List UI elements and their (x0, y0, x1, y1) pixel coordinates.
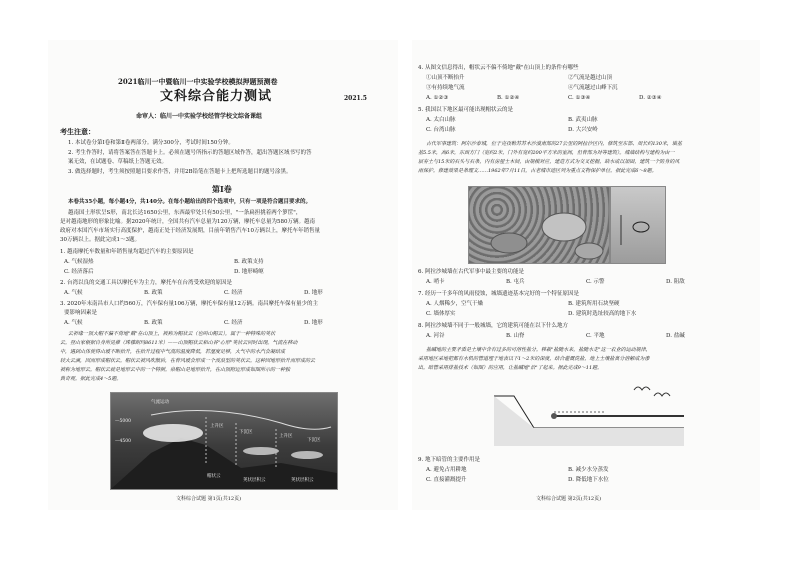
passage-line: 较大云滴，因而形成帽状云。帽状云被风吹散后，在背风坡会形成一个波浪型的荚状云。这种因地形抬升而形成的云 (60, 358, 316, 364)
page-title: 文科综合能力测试 (160, 89, 273, 104)
page-footer: 文科综合试题 第1页(共12页) (176, 496, 242, 502)
stone-texture (469, 187, 609, 263)
figure-zone-label: 下沉区 (307, 438, 321, 443)
passage-line: 基5.5米，高6米，东西方门（宽约2米，门外有宽约200平方米的室间，但背部为对等建筑）。城墙结构与建构为由一 (418, 150, 675, 156)
option: A. 气候 (64, 320, 83, 326)
option: A. 哨卡 (426, 279, 445, 285)
option: D. 建筑时选址较高的地下水 (568, 311, 637, 317)
note-line: 1. 本试卷分第Ⅰ卷和第Ⅱ卷两部分。满分300分，考试时间150分钟。 (68, 140, 234, 146)
drainage-pipe-diagram (494, 376, 684, 448)
note-line: 2. 考生作答时，请将答案答在答题卡上。必须在题号所指示的答题区域作答，超出答题区域书写的答 (68, 150, 312, 156)
option: B. 屯兵 (506, 279, 525, 285)
passage-line: 中，遇到山体使得山坡不断抬升，在抬升过程中气流的温度降低，若湿度足够，大气中的水汽会凝结成 (60, 349, 286, 355)
option: C. 台湾山脉 (426, 127, 456, 133)
option: D. 地形 (304, 320, 323, 326)
option: A. ①②③ (426, 95, 449, 101)
option: C. 示警 (586, 279, 605, 285)
passage-line: 云祈缘一顶大帽不偏不倚地"戴"在山顶上，被称为帽状云（也叫山帽云），属于一种特殊的荚状 (68, 331, 276, 337)
option: B. 减少水分蒸发 (568, 467, 609, 473)
figure-zone-label: 下沉区 (239, 430, 253, 435)
option: B. 政策 (144, 290, 163, 296)
option: C. 直接灌溉提升 (426, 477, 467, 483)
question-stem-cont: 要影响因素是 (64, 310, 98, 316)
right-page (412, 40, 760, 510)
q4-item: ④气流越过山峰下沉 (568, 85, 618, 91)
figure-axis-label: —4500 (115, 439, 131, 444)
question-stem: 4. 从图文信息得出，帽状云不偏不倚地"戴"在山顶上的条件有哪些 (418, 65, 579, 71)
option: B. 政策 (144, 320, 163, 326)
passage-line: 30万辆以上。据此完成1～3题。 (60, 237, 140, 243)
option: B. ①②④ (497, 95, 520, 101)
question-stem: 6. 阿拉沙城墙在古代军事中最主要的功能是 (418, 269, 524, 275)
option: D. 盐碱 (666, 333, 685, 339)
question-stem: 2. 台湾以良的交通工具以摩托车为主力，摩托车在台湾受欢迎的原因是 (60, 280, 232, 286)
option: B. 建筑所用石块坚硬 (568, 301, 620, 307)
passage-line: 被称为地形云。帽状云就是地形云中的一个特例。泉帽山是地形抬升，在山顶附近形成如图所示的一种独 (60, 367, 291, 373)
figure-axis-label: —5000 (115, 419, 131, 424)
passage-line: 是对越南地形的形象比喻。据2020年统计，全国共有汽车总量为120万辆，摩托车总量为580万辆。越南 (60, 219, 315, 225)
passage-line: 采用地区采地把都有水机的管道埋于地表以下1～2米的深度，结合灌溉洗盐，地上土壤盐离分溶解成为渗 (418, 356, 650, 362)
stone-wall-photo (468, 186, 610, 264)
figure-zone-label: 上升区 (210, 424, 224, 429)
question-stem: 3. 2020年末南昌市人口约560万，汽车保有量106万辆，摩托车保有量12万辆。南昌摩托车保有量少的主 (60, 301, 318, 307)
cap-cloud-figure (110, 392, 338, 490)
option: C. 经济 (224, 320, 243, 326)
q4-item: ②气流是越过山顶 (568, 75, 613, 81)
passage-line: 雨保护。修建效果是条理文……1962年7月11日，古老城市迹区列为重点文物保护单位。据此完成6～8题。 (418, 168, 657, 174)
option: C. 经济 (224, 290, 243, 296)
figure-zone-label: 上升区 (279, 434, 293, 439)
option: C. 平地 (586, 333, 605, 339)
option: C. ①③④ (568, 95, 591, 101)
pipe-cross-section (494, 376, 684, 448)
question-stem: 9. 地下暗管的主要作用是 (418, 457, 480, 463)
figure-label: 荚状层积云 (291, 478, 314, 483)
passage-line: 出。暗管采用排盐技术（如图）的应用，让盐碱地"治"了起来。据此完成9～11题。 (418, 365, 603, 371)
section-intro: 本卷共35小题，每小题4分，共140分。在每小题给出的四个选项中，只有一项是符合题目要求的。 (68, 199, 311, 205)
passage-line: 盐碱地的主要矛盾是土壤中含有过多的可溶性盐分。移栽"盐随水来，盐随水走"这一农业的运动规律， (426, 347, 651, 353)
exam-header: 2021临川一中暨临川一中实验学校模拟押题预测卷 (118, 77, 278, 86)
left-page (48, 40, 398, 510)
note-line: 3. 做选择题时，考生须按照题目要求作答，并用2B铅笔在答题卡上把所选题目的题号涂黑。 (68, 169, 292, 175)
question-stem: 1. 越南摩托车数量和年销售量均超过汽车的主要原因是 (60, 249, 194, 255)
exam-date: 2021.5 (344, 95, 367, 102)
option: A. 气候 (64, 290, 83, 296)
option: D. 阻敌 (666, 279, 685, 285)
wall-location-photo (610, 186, 666, 264)
q4-item: ①山顶不断抬升 (426, 75, 465, 81)
option: A. 河谷 (426, 333, 445, 339)
option: D. 地形 (304, 290, 323, 296)
option: A. 避免占用耕地 (426, 467, 467, 473)
figure-label: 荚状层积云 (243, 478, 266, 483)
page-footer: 文科综合试题 第2页(共12页) (536, 496, 602, 502)
notes-heading: 考生注意： (60, 127, 95, 136)
passage-line: 层夯土与15米的石头与石条，内有房屋土木间，由规模对应，建造方式为交叉挖掘，缺水或以加固，建筑一个防身的风 (418, 159, 680, 165)
option: A. 气候湿热 (64, 259, 94, 265)
option: C. 墙体厚实 (426, 311, 456, 317)
wall-sketch (611, 187, 665, 263)
question-stem: 5. 我国以下地区最可能出现帽状云的是 (418, 107, 513, 113)
option: D. 大兴安岭 (568, 127, 598, 133)
passage-line: 古代军事建筑：阿尔沙泰城，位于克孜勒苏苏木沙漠南部的27公里的阿拉沙区内，修筑至东部、周长约130米，墙基 (426, 141, 682, 147)
option: D. ②③④ (639, 95, 662, 101)
option: B. 政策支持 (234, 259, 264, 265)
note-line: 案无效，在试题卷、草稿纸上答题无效。 (68, 159, 168, 165)
passage-line: 政府对本国汽车市场实行高度保护，越南正处于经济发展期，目前年销售汽车10万辆以上，摩托车年销售量 (60, 228, 321, 234)
figure-label: 气流运动 (151, 400, 169, 405)
author-line: 命审人：临川一中实验学校经管学校文综备课组 (136, 113, 263, 120)
mountain-illustration (111, 393, 337, 489)
figure-label: 帽状云 (207, 474, 221, 479)
section-heading: 第Ⅰ卷 (212, 184, 232, 194)
passage-line: 云。登山家根据自身所见推（珠穆朗玛8611米）——山顶帽状云和山谷"心形"荚状云同时出现。气流在移动 (60, 340, 298, 346)
option: A. 人烟稀少，空气干燥 (426, 301, 483, 307)
option: D. 降低地下水位 (568, 477, 609, 483)
option: D. 地形崎岖 (234, 269, 264, 275)
option: B. 山脊 (506, 333, 525, 339)
option: B. 武夷山脉 (568, 117, 598, 123)
q4-item: ③有持续地气流 (426, 85, 465, 91)
option: A. 太白山脉 (426, 117, 456, 123)
passage-line: 越南国土形状呈S形，南北长达1650公里，东西最窄处只有50公里，"一条扁担挑着两个箩筐"， (68, 210, 302, 216)
question-stem: 8. 阿拉沙城墙不同于一般城墙，它的建筑可能在以下什么地方 (418, 323, 568, 329)
passage-line: 典奇观。据此完成4～5题。 (60, 376, 122, 382)
question-stem: 7. 经历一千多年的风雨侵蚀，城墙遗迹基本完好的一个特征原因是 (418, 291, 579, 297)
option: C. 经济落后 (64, 269, 94, 275)
